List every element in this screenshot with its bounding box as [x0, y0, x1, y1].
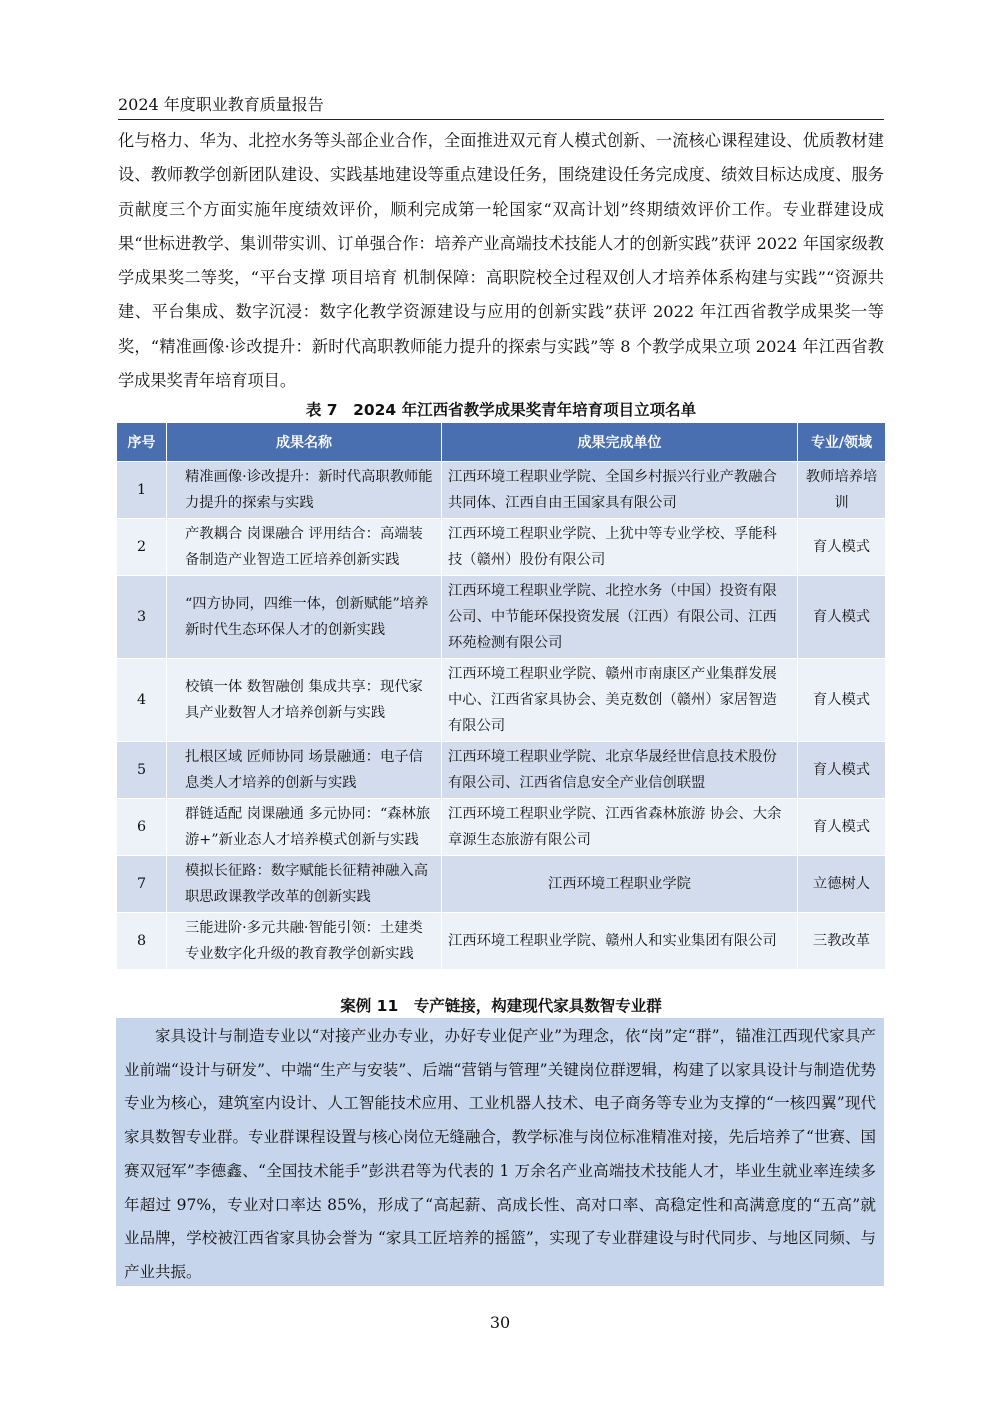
cell-unit: 江西环境工程职业学院、上犹中等专业学校、孚能科技（赣州）股份有限公司	[442, 519, 798, 576]
cell-name: 群链适配 岗课融通 多元协同：“森林旅游+”新业态人才培养模式创新与实践	[167, 799, 442, 856]
header-unit: 成果完成单位	[442, 423, 798, 462]
cell-field: 三教改革	[798, 913, 886, 970]
cell-field: 育人模式	[798, 659, 886, 742]
table-row	[117, 799, 886, 856]
cell-no: 2	[117, 519, 167, 576]
cell-name: 校镇一体 数智融创 集成共享：现代家具产业数智人才培养创新与实践	[167, 659, 442, 742]
table-header-row	[117, 423, 886, 462]
table-row	[117, 659, 886, 742]
cell-no: 4	[117, 659, 167, 742]
cell-no: 1	[117, 462, 167, 519]
cell-field: 育人模式	[798, 576, 886, 659]
running-header: 2024 年度职业教育质量报告	[118, 92, 884, 120]
table-title: 表 7 2024 年江西省教学成果奖青年培育项目立项名单	[305, 401, 697, 419]
cell-no: 8	[117, 913, 167, 970]
page-number: 30	[489, 1313, 511, 1332]
intro-text: 化与格力、华为、北控水务等头部企业合作，全面推进双元育人模式创新、一流核心课程建设、优质教材建设、教师教学创新团队建设、实践基地建设等重点建设任务，围绕建设任务完成度、绩效目标达成度、服务贡献度三个方面实施年度绩效评价，顺利完成第一轮国家“双高计划”终期绩效评价工作。专业群建设成果“世标进教学、集训带实训、订单强合作：培养产业高端技术技能人才的创新实践”获评 2022 年国家级教学成果奖二等奖，“平台支撑 项目培育 机制保障：高职院校全过程双创人才培养体系构建与实践”“资源共建、平台集成、数字沉浸：数字化教学资源建设与应用的创新实践”获评 2022 年江西省教学成果奖一等奖，“精准画像·诊改提升：新时代高职教师能力提升的探索与实践”等 8 个教学成果立项 2024 年江西省教学成果奖青年培育项目。	[118, 131, 884, 391]
cell-no: 3	[117, 576, 167, 659]
cell-field: 育人模式	[798, 519, 886, 576]
cell-unit: 江西环境工程职业学院、赣州市南康区产业集群发展中心、江西省家具协会、美克数创（赣州）家居智造有限公司	[442, 659, 798, 742]
table-row	[117, 856, 886, 913]
cell-no: 7	[117, 856, 167, 913]
header-field: 专业/领域	[798, 423, 886, 462]
cell-unit: 江西环境工程职业学院、北控水务（中国）投资有限公司、中节能环保投资发展（江西）有限公司、江西环苑检测有限公司	[442, 576, 798, 659]
cell-name: 产教耦合 岗课融合 评用结合：高端装备制造产业智造工匠培养创新实践	[167, 519, 442, 576]
cell-unit: 江西环境工程职业学院、赣州人和实业集团有限公司	[442, 913, 798, 970]
table-row	[117, 742, 886, 799]
cell-field: 育人模式	[798, 799, 886, 856]
cell-no: 5	[117, 742, 167, 799]
header-no: 序号	[117, 423, 167, 462]
cell-no: 6	[117, 799, 167, 856]
case-box	[116, 1018, 884, 1286]
cell-unit: 江西环境工程职业学院、全国乡村振兴行业产教融合共同体、江西自由王国家具有限公司	[442, 462, 798, 519]
cell-name: 三能进阶·多元共融·智能引领：土建类专业数字化升级的教育教学创新实践	[167, 913, 442, 970]
table-row	[117, 913, 886, 970]
cell-unit: 江西环境工程职业学院	[442, 856, 798, 913]
intro-paragraph	[118, 124, 884, 398]
cell-unit: 江西环境工程职业学院、江西省森林旅游 协会、大余章源生态旅游有限公司	[442, 799, 798, 856]
cell-unit: 江西环境工程职业学院、北京华晟经世信息技术股份有限公司、江西省信息安全产业信创联盟	[442, 742, 798, 799]
cell-name: 模拟长征路：数字赋能长征精神融入高职思政课教学改革的创新实践	[167, 856, 442, 913]
table-row	[117, 462, 886, 519]
cell-name: 精准画像·诊改提升：新时代高职教师能力提升的探索与实践	[167, 462, 442, 519]
cell-field: 教师培养培训	[798, 462, 886, 519]
case-title: 案例 11 专产链接，构建现代家具数智专业群	[340, 997, 662, 1015]
table-row	[117, 576, 886, 659]
cell-name: 扎根区域 匠师协同 场景融通：电子信息类人才培养的创新与实践	[167, 742, 442, 799]
cell-field: 立德树人	[798, 856, 886, 913]
table-row	[117, 519, 886, 576]
achievements-table	[116, 422, 886, 970]
cell-field: 育人模式	[798, 742, 886, 799]
case-text: 家具设计与制造专业以“对接产业办专业，办好专业促产业”为理念，依“岗”定“群”，锚准江西现代家具产业前端“设计与研发”、中端“生产与安装”、后端“营销与管理”关键岗位群逻辑，构建了以家具设计与制造优势专业为核心，建筑室内设计、人工智能技术应用、工业机器人技术、电子商务等专业为支撑的“一核四翼”现代家具数智专业群。专业群课程设置与核心岗位无缝融合，教学标准与岗位标准精准对接，先后培养了“世赛、国赛双冠军”李德鑫、“全国技术能手”彭洪君等为代表的 1 万余名产业高端技术技能人才，毕业生就业率连续多年超过 97%，专业对口率达 85%，形成了“高起薪、高成长性、高对口率、高稳定性和高满意度的“五高”就业品牌，学校被江西省家具协会誉为 “家具工匠培养的摇篮”，实现了专业群建设与时代同步、与地区同频、与产业共振。	[124, 1027, 876, 1281]
cell-name: “四方协同，四维一体，创新赋能”培养新时代生态环保人才的创新实践	[167, 576, 442, 659]
header-name: 成果名称	[167, 423, 442, 462]
